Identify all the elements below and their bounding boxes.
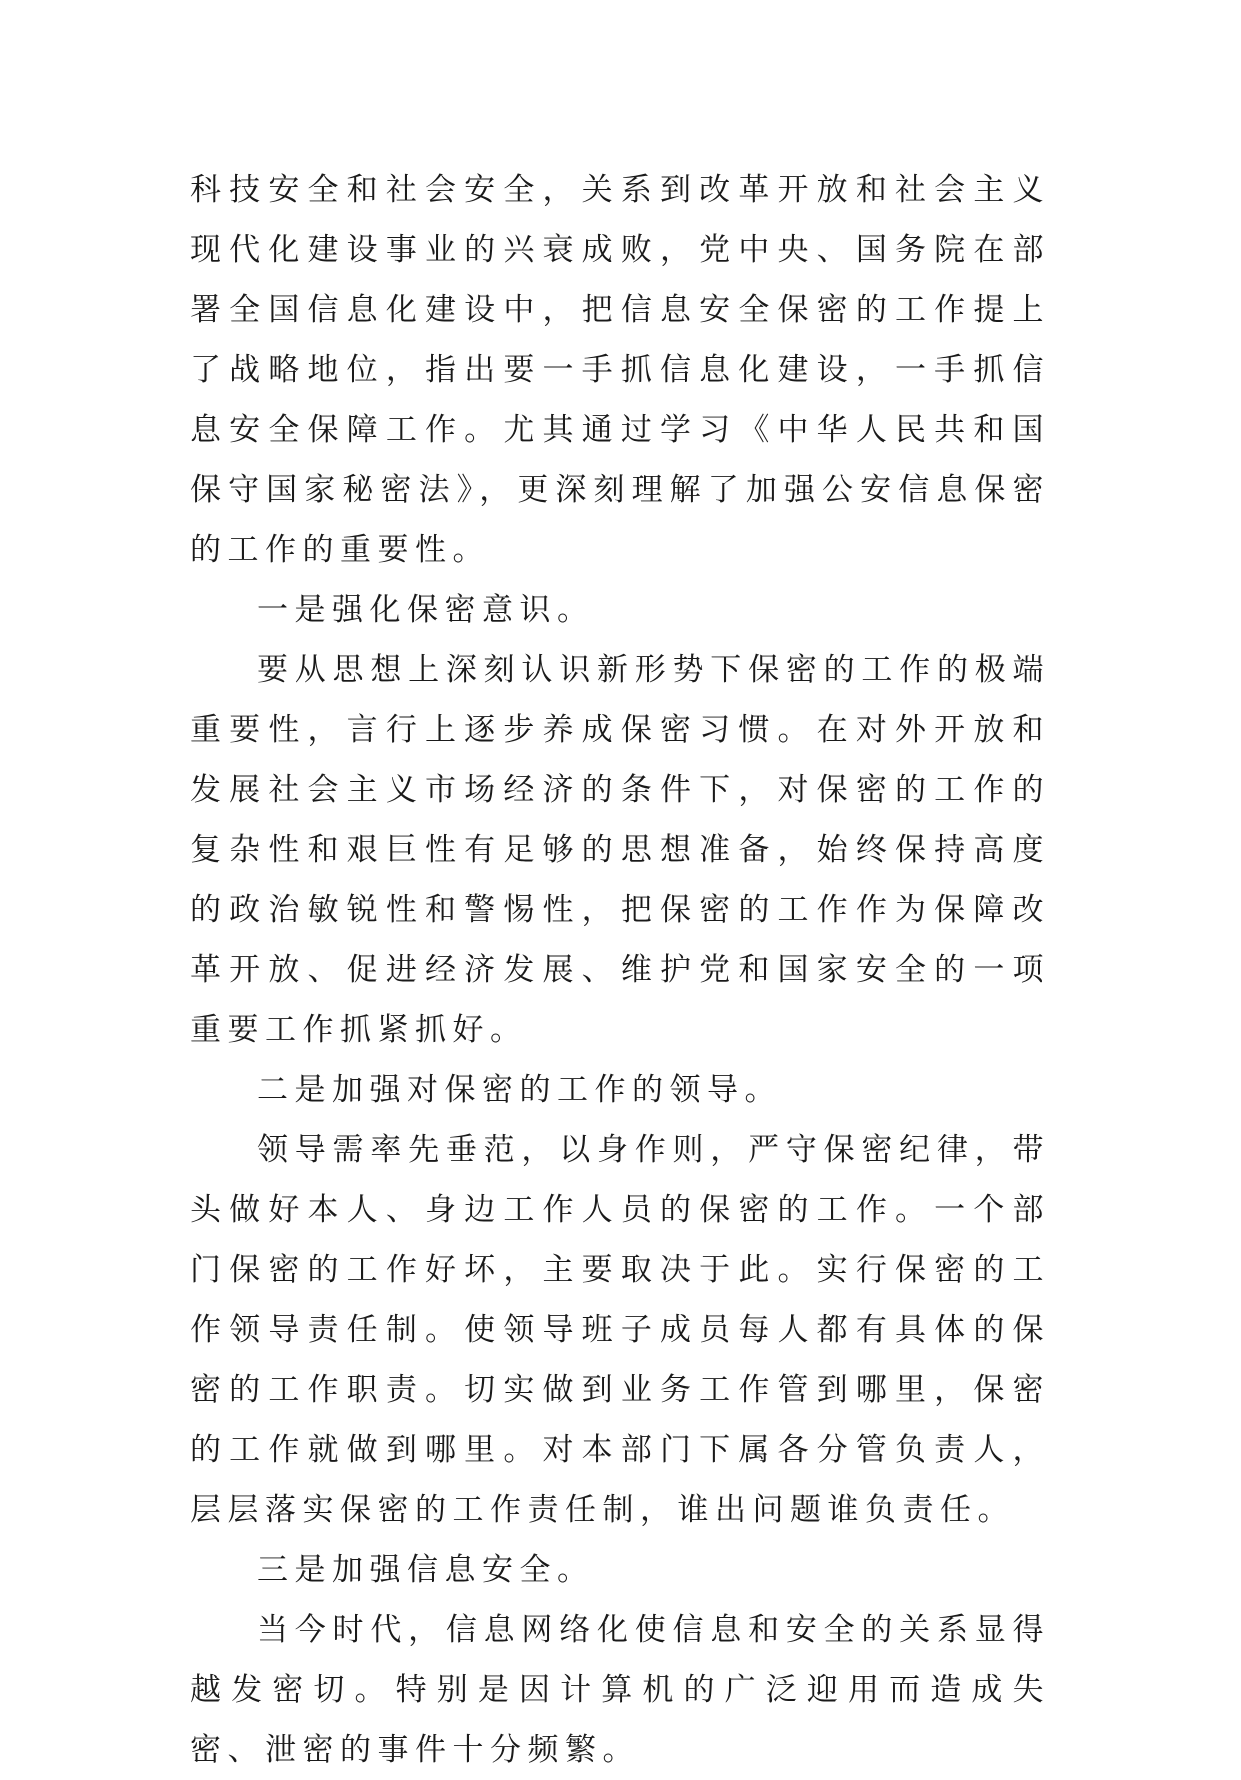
document-body [190,160,1050,1780]
paragraph-body-1: 要从思想上深刻认识新形势下保密的工作的极端重要性，言行上逐步养成保密习惯。在对外开放和发展社会主义市场经济的条件下，对保密的工作的复杂性和艰巨性有足够的思想准备，始终保持高度的政治敏锐性和警惕性，把保密的工作作为保障改革开放、促进经济发展、维护党和国家安全的一项重要工作抓紧抓好。 [190,652,1050,1048]
paragraph-continuation: 科技安全和社会安全，关系到改革开放和社会主义现代化建设事业的兴衰成败，党中央、国务院在部署全国信息化建设中，把信息安全保密的工作提上了战略地位，指出要一手抓信息化建设，一手抓信息安全保障工作。尤其通过学习《中华人民共和国保守国家秘密法》，更深刻理解了加强公安信息保密的工作的重要性。 [190,172,1050,568]
paragraph-body-3: 当今时代，信息网络化使信息和安全的关系显得越发密切。特别是因计算机的广泛迎用而造成失密、泄密的事件十分频繁。 [190,1612,1050,1768]
section-heading-2: 二是加强对保密的工作的领导。 [257,1072,782,1108]
section-heading-3: 三是加强信息安全。 [257,1552,595,1588]
paragraph-body-2: 领导需率先垂范，以身作则，严守保密纪律，带头做好本人、身边工作人员的保密的工作。一个部门保密的工作好坏，主要取决于此。实行保密的工作领导责任制。使领导班子成员每人都有具体的保密的工作职责。切实做到业务工作管到哪里，保密的工作就做到哪里。对本部门下属各分管负责人，层层落实保密的工作责任制，谁出问题谁负责任。 [190,1132,1050,1528]
section-heading-1: 一是强化保密意识。 [257,592,595,628]
